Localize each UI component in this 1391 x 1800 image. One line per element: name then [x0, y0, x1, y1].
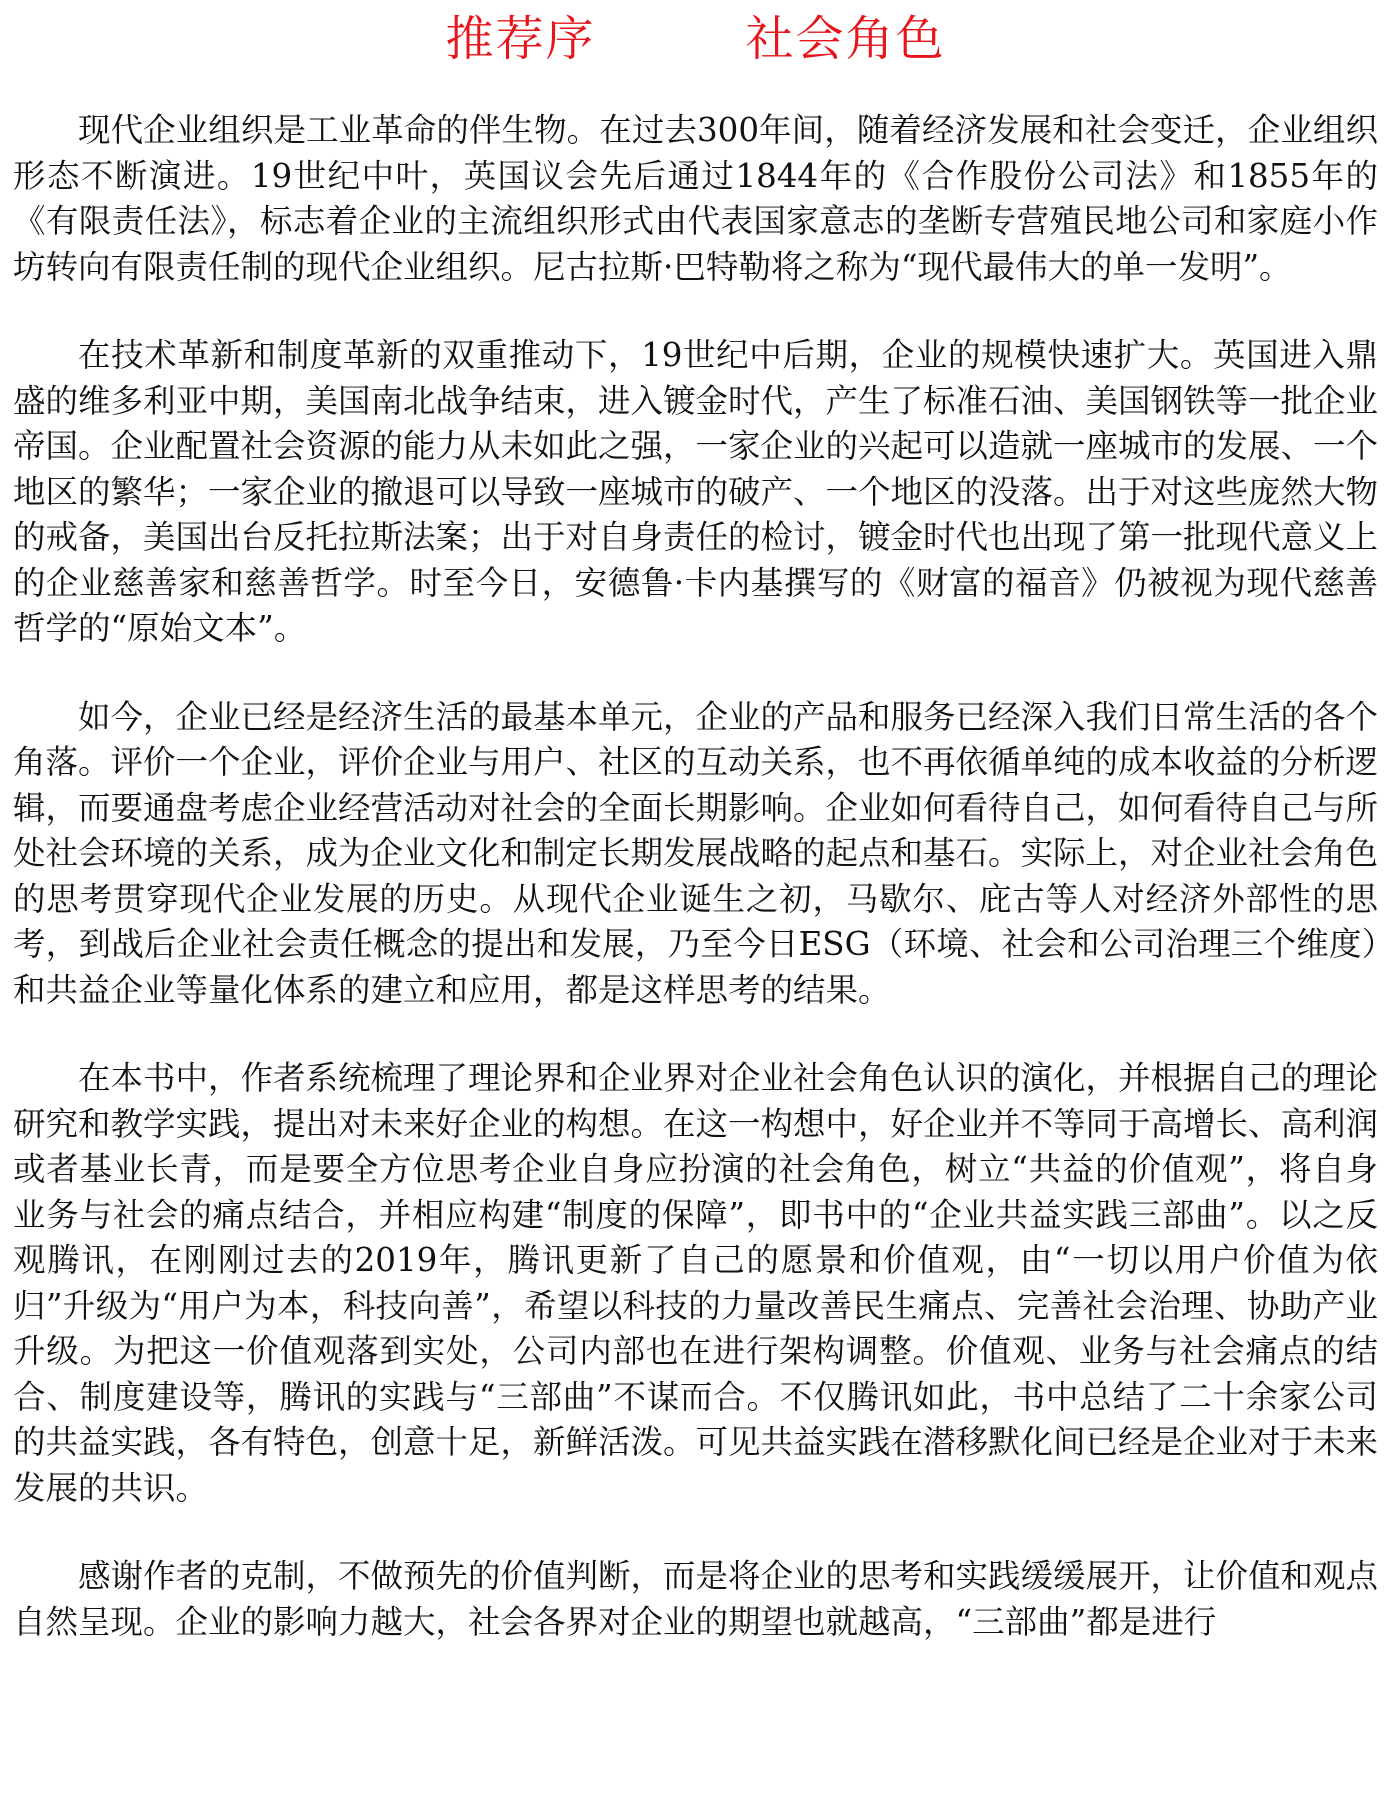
title-social-role: 社会角色 — [745, 11, 946, 67]
paragraph-3: 如今，企业已经是经济生活的最基本单元，企业的产品和服务已经深入我们日常生活的各个角落。评价一个企业，评价企业与用户、社区的互动关系，也不再依循单纯的成本收益的分析逻辑，而要通盘考虑企业经营活动对社会的全面长期影响。企业如何看待自己，如何看待自己与所处社会环境的关系，成为企业文化和制定长期发展战略的起点和基石。实际上，对企业社会角色的思考贯穿现代企业发展的历史。从现代企业诞生之初，马歇尔、庇古等人对经济外部性的思考，到战后企业社会责任概念的提出和发展，乃至今日ESG（环境、社会和公司治理三个维度）和共益企业等量化体系的建立和应用，都是这样思考的结果。 — [13, 697, 1379, 1009]
paragraph-1: 现代企业组织是工业革命的伴生物。在过去300年间，随着经济发展和社会变迁，企业组织形态不断演进。19世纪中叶，英国议会先后通过1844年的《合作股份公司法》和1855年的《有限责任法》，标志着企业的主流组织形式由代表国家意志的垄断专营殖民地公司和家庭小作坊转向有限责任制的现代企业组织。尼古拉斯·巴特勒将之称为“现代最伟大的单一发明”。 — [13, 111, 1378, 286]
paragraph-5: 感谢作者的克制，不做预先的价值判断，而是将企业的思考和实践缓缓展开，让价值和观点自然呈现。企业的影响力越大，社会各界对企业的期望也就越高，“三部曲”都是进行 — [13, 1557, 1379, 1641]
page-title — [0, 4, 1391, 74]
paragraph-2: 在技术革新和制度革新的双重推动下，19世纪中后期，企业的规模快速扩大。英国进入鼎盛的维多利亚中期，美国南北战争结束，进入镀金时代，产生了标准石油、美国钢铁等一批企业帝国。企业配置社会资源的能力从未如此之强，一家企业的兴起可以造就一座城市的发展、一个地区的繁华；一家企业的撤退可以导致一座城市的破产、一个地区的没落。出于对这些庞然大物的戒备，美国出台反托拉斯法案；出于对自身责任的检讨，镀金时代也出现了第一批现代意义上的企业慈善家和慈善哲学。时至今日，安德鲁·卡内基撰写的《财富的福音》仍被视为现代慈善哲学的“原始文本”。 — [13, 336, 1379, 647]
document-body — [13, 108, 1378, 1645]
title-preface: 推荐序 — [445, 11, 596, 67]
paragraph-4: 在本书中，作者系统梳理了理论界和企业界对企业社会角色认识的演化，并根据自己的理论研究和教学实践，提出对未来好企业的构想。在这一构想中，好企业并不等同于高增长、高利润或者基业长青，而是要全方位思考企业自身应扮演的社会角色，树立“共益的价值观”，将自身业务与社会的痛点结合，并相应构建“制度的保障”，即书中的“企业共益实践三部曲”。以之反观腾讯，在刚刚过去的2019年，腾讯更新了自己的愿景和价值观，由“一切以用户价值为依归”升级为“用户为本，科技向善”，希望以科技的力量改善民生痛点、完善社会治理、协助产业升级。为把这一价值观落到实处，公司内部也在进行架构调整。价值观、业务与社会痛点的结合、制度建设等，腾讯的实践与“三部曲”不谋而合。不仅腾讯如此，书中总结了二十余家公司的共益实践，各有特色，创意十足，新鲜活泼。可见共益实践在潜移默化间已经是企业对于未来发展的共识。 — [13, 1059, 1379, 1507]
